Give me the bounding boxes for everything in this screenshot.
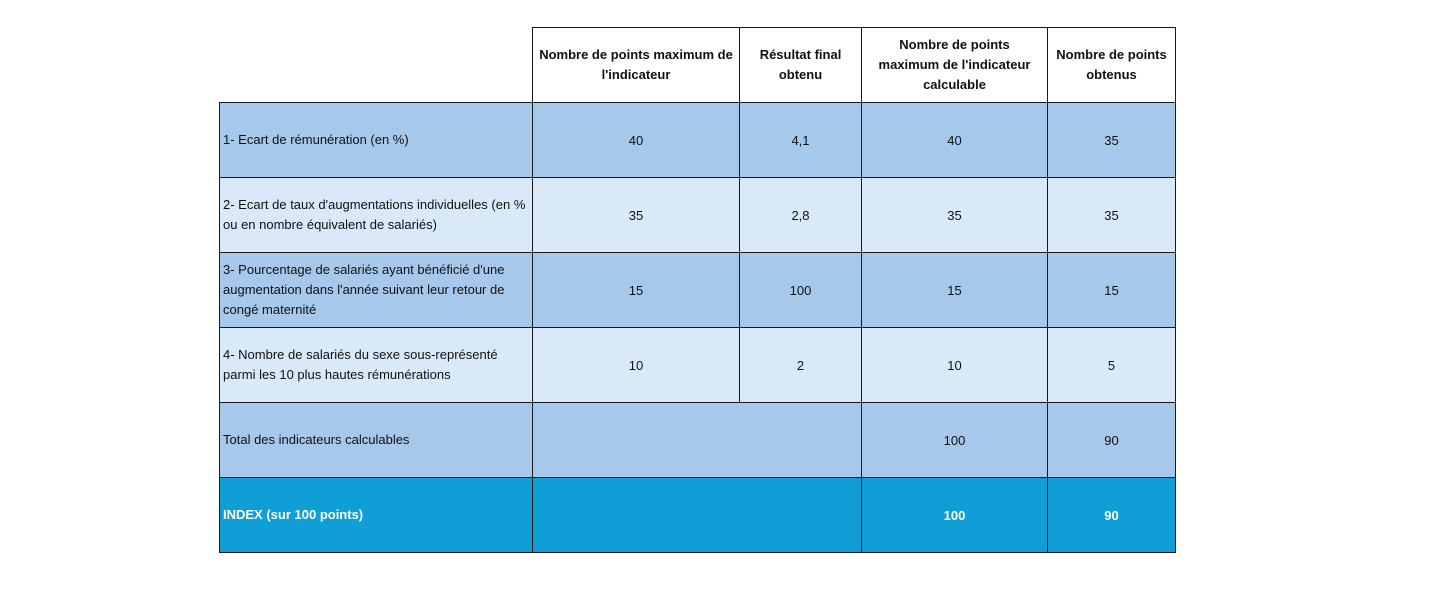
max-points-calc-cell: 15 [862,253,1048,328]
points-obtained-cell: 35 [1048,178,1176,253]
total-points-obtained: 90 [1048,403,1176,478]
header-max-points-calc: Nombre de points maximum de l'indicateur calculable [862,28,1048,103]
final-result-cell: 2 [740,328,862,403]
max-points-cell: 15 [533,253,740,328]
row-label: 1- Ecart de rémunération (en %) [220,103,533,178]
points-obtained-cell: 15 [1048,253,1176,328]
final-result-cell: 2,8 [740,178,862,253]
table-row [220,328,1176,403]
total-label: Total des indicateurs calculables [220,403,533,478]
points-obtained-cell: 35 [1048,103,1176,178]
index-row [220,478,1176,553]
total-empty-cell [533,403,862,478]
max-points-cell: 40 [533,103,740,178]
header-row [220,28,1176,103]
index-empty-cell [533,478,862,553]
row-label: 3- Pourcentage de salariés ayant bénéficié d'une augmentation dans l'année suivant leur retour de congé maternité [220,253,533,328]
header-blank-cell [220,28,533,103]
max-points-calc-cell: 10 [862,328,1048,403]
max-points-cell: 35 [533,178,740,253]
points-obtained-cell: 5 [1048,328,1176,403]
index-label: INDEX (sur 100 points) [220,478,533,553]
max-points-cell: 10 [533,328,740,403]
final-result-cell: 4,1 [740,103,862,178]
total-max-points-calc: 100 [862,403,1048,478]
table-row [220,178,1176,253]
table-row [220,103,1176,178]
index-egalite-table [219,27,1176,553]
max-points-calc-cell: 40 [862,103,1048,178]
final-result-cell: 100 [740,253,862,328]
index-points-obtained: 90 [1048,478,1176,553]
row-label: 4- Nombre de salariés du sexe sous-représenté parmi les 10 plus hautes rémunérations [220,328,533,403]
header-final-result: Résultat final obtenu [740,28,862,103]
index-max-points-calc: 100 [862,478,1048,553]
row-label: 2- Ecart de taux d'augmentations individuelles (en % ou en nombre équivalent de salariés) [220,178,533,253]
header-points-obtained: Nombre de points obtenus [1048,28,1176,103]
table-row [220,253,1176,328]
max-points-calc-cell: 35 [862,178,1048,253]
header-max-points: Nombre de points maximum de l'indicateur [533,28,740,103]
total-row [220,403,1176,478]
